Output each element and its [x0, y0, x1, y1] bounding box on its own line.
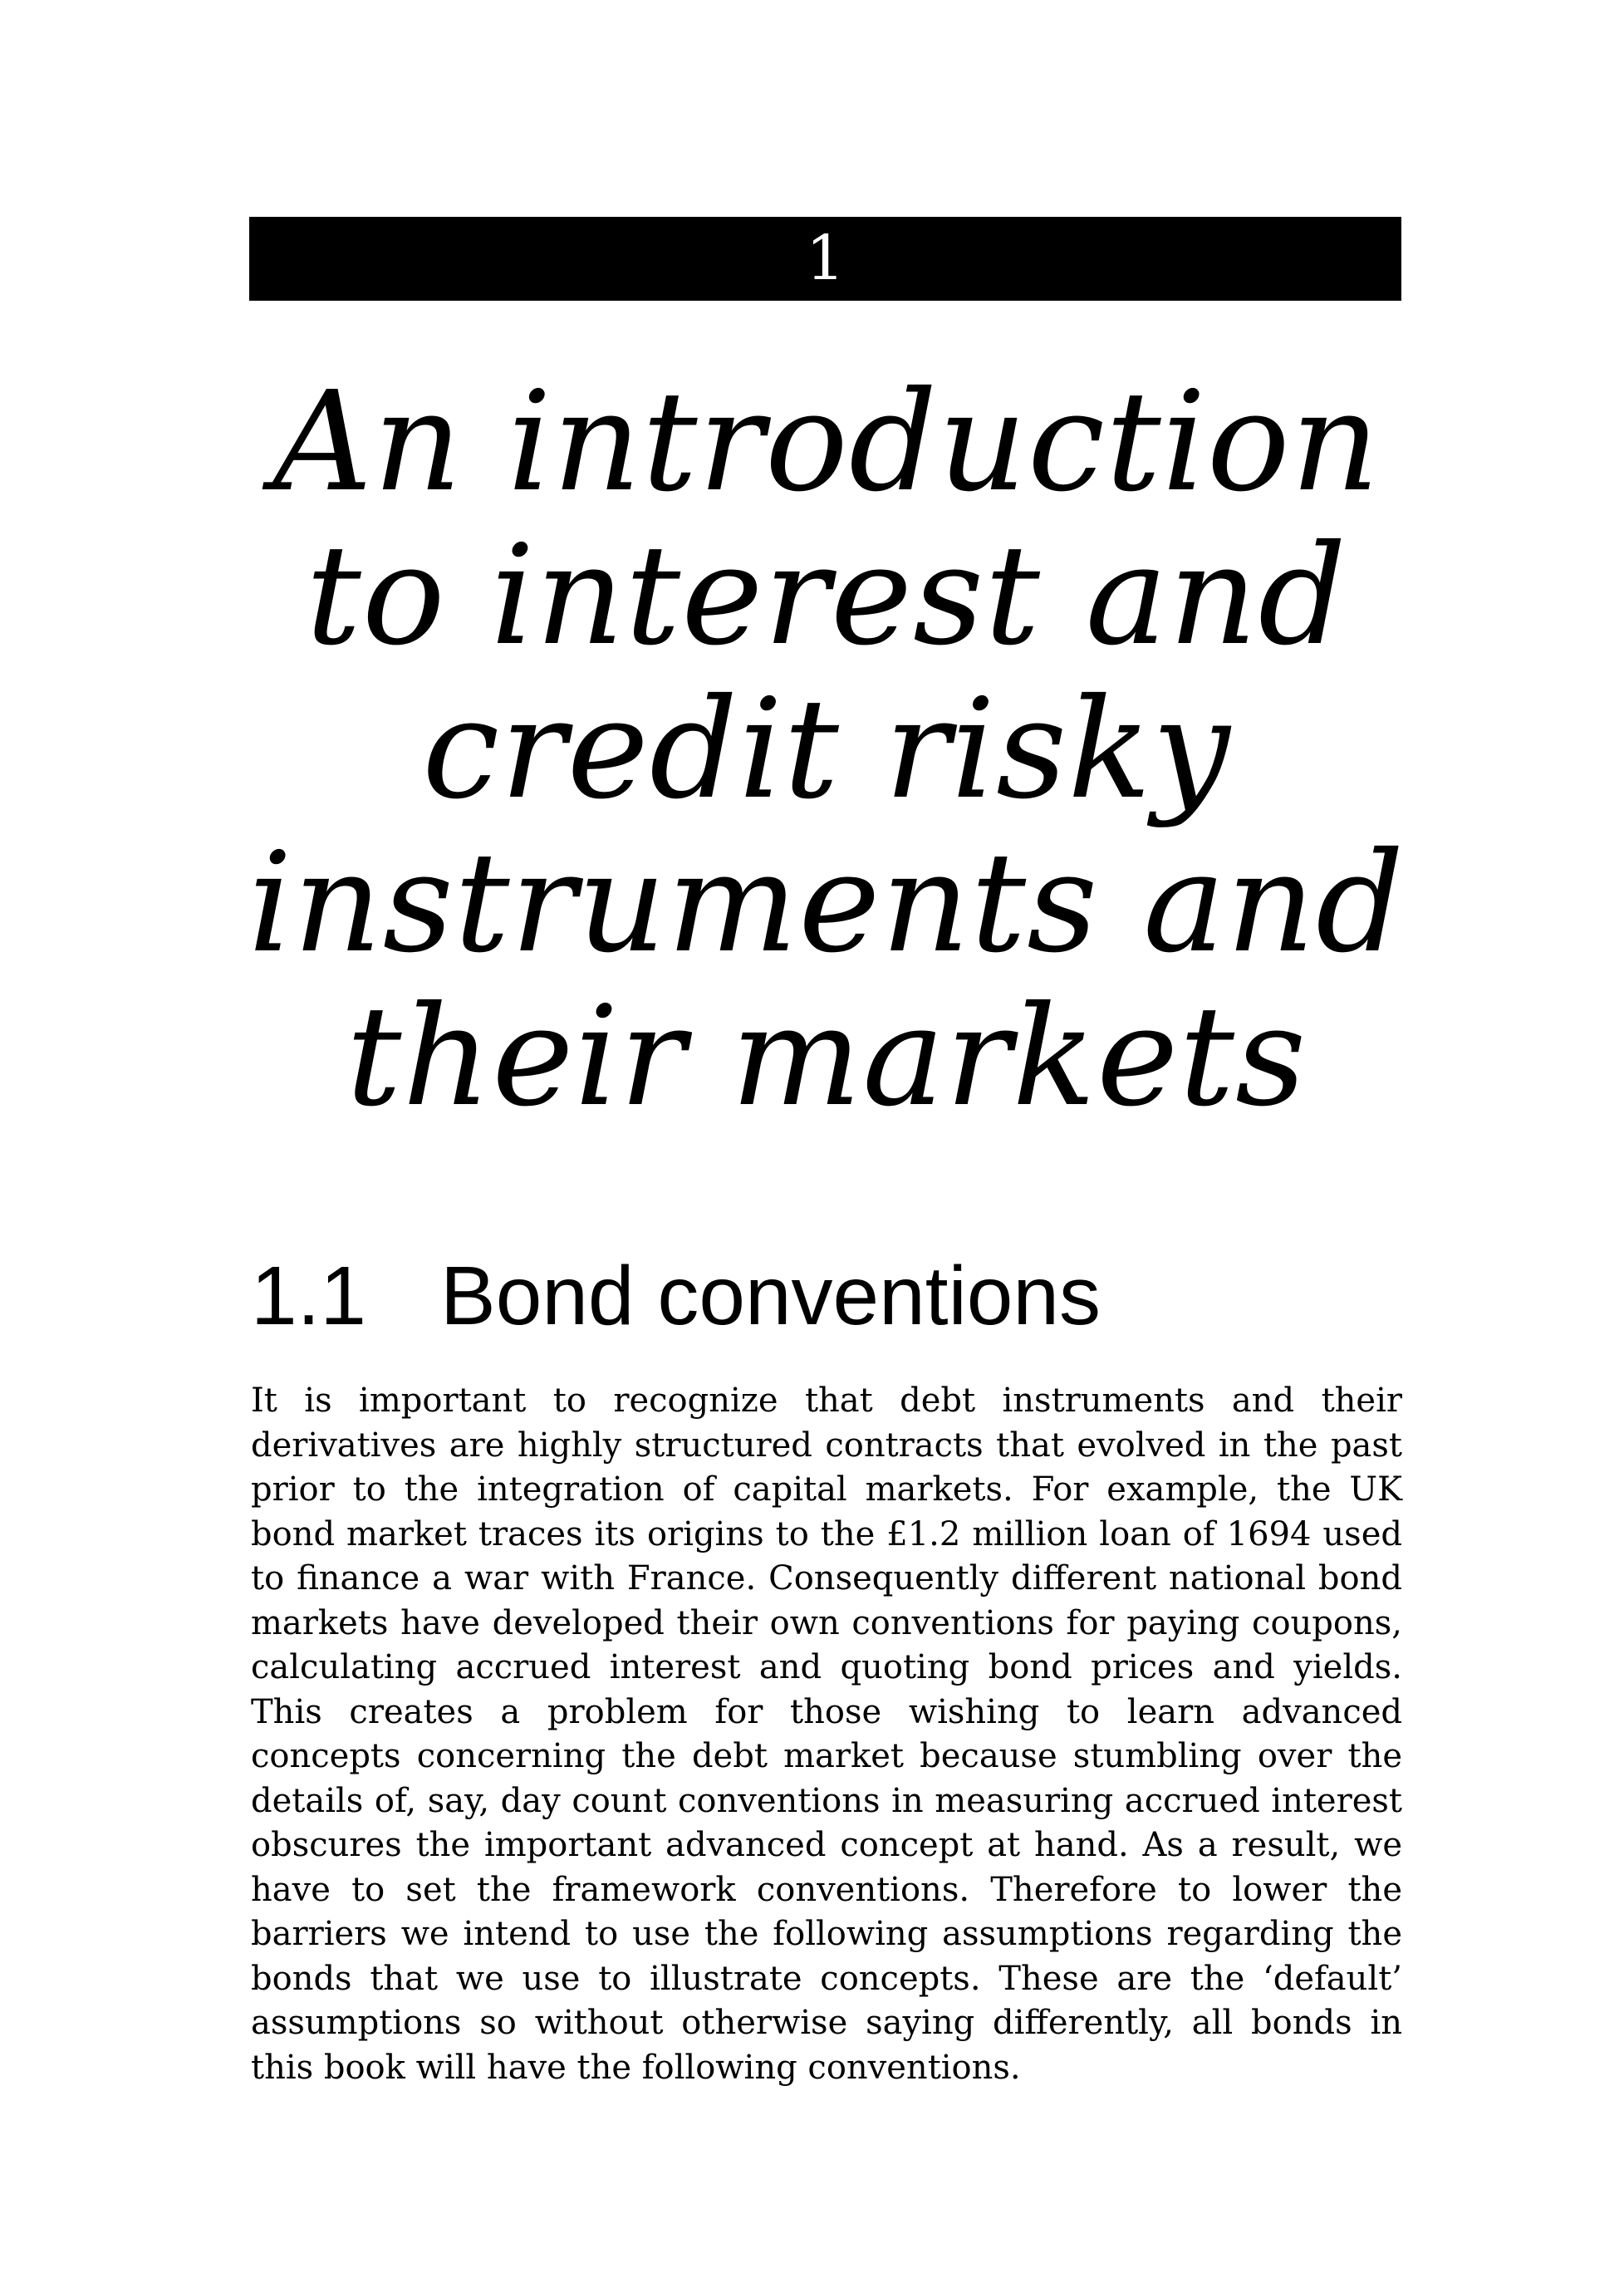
section-heading	[251, 1246, 1101, 1346]
chapter-number-banner	[249, 217, 1401, 301]
section-number: 1.1	[251, 1249, 367, 1342]
chapter-title: An introduction to interest and credit risky instruments and their markets	[248, 362, 1406, 1137]
section-title: Bond conventions	[440, 1249, 1101, 1342]
body-paragraph: It is important to recognize that debt instruments and their derivatives are highly structured contracts that evolved in the past prior to the integration of capital markets. For example, the UK bond market traces its origins to the £1.2 million loan of 1694 used to finance a war with France. Consequently different national bond markets have developed their own conventions for paying coupons, calculating accrued interest and quoting bond prices and yields. This creates a problem for those wishing to learn advanced concepts concerning the debt market because stumbling over the details of, say, day count conventions in measuring accrued interest obscures the important advanced concept at hand. As a result, we have to set the framework conventions. Therefore to lower the barriers we intend to use the following assumptions regarding the bonds that we use to illustrate concepts. These are the ‘default’ assumptions so without otherwise saying differently, all bonds in this book will have the following conventions.	[251, 1382, 1402, 2087]
chapter-number: 1	[805, 223, 846, 294]
